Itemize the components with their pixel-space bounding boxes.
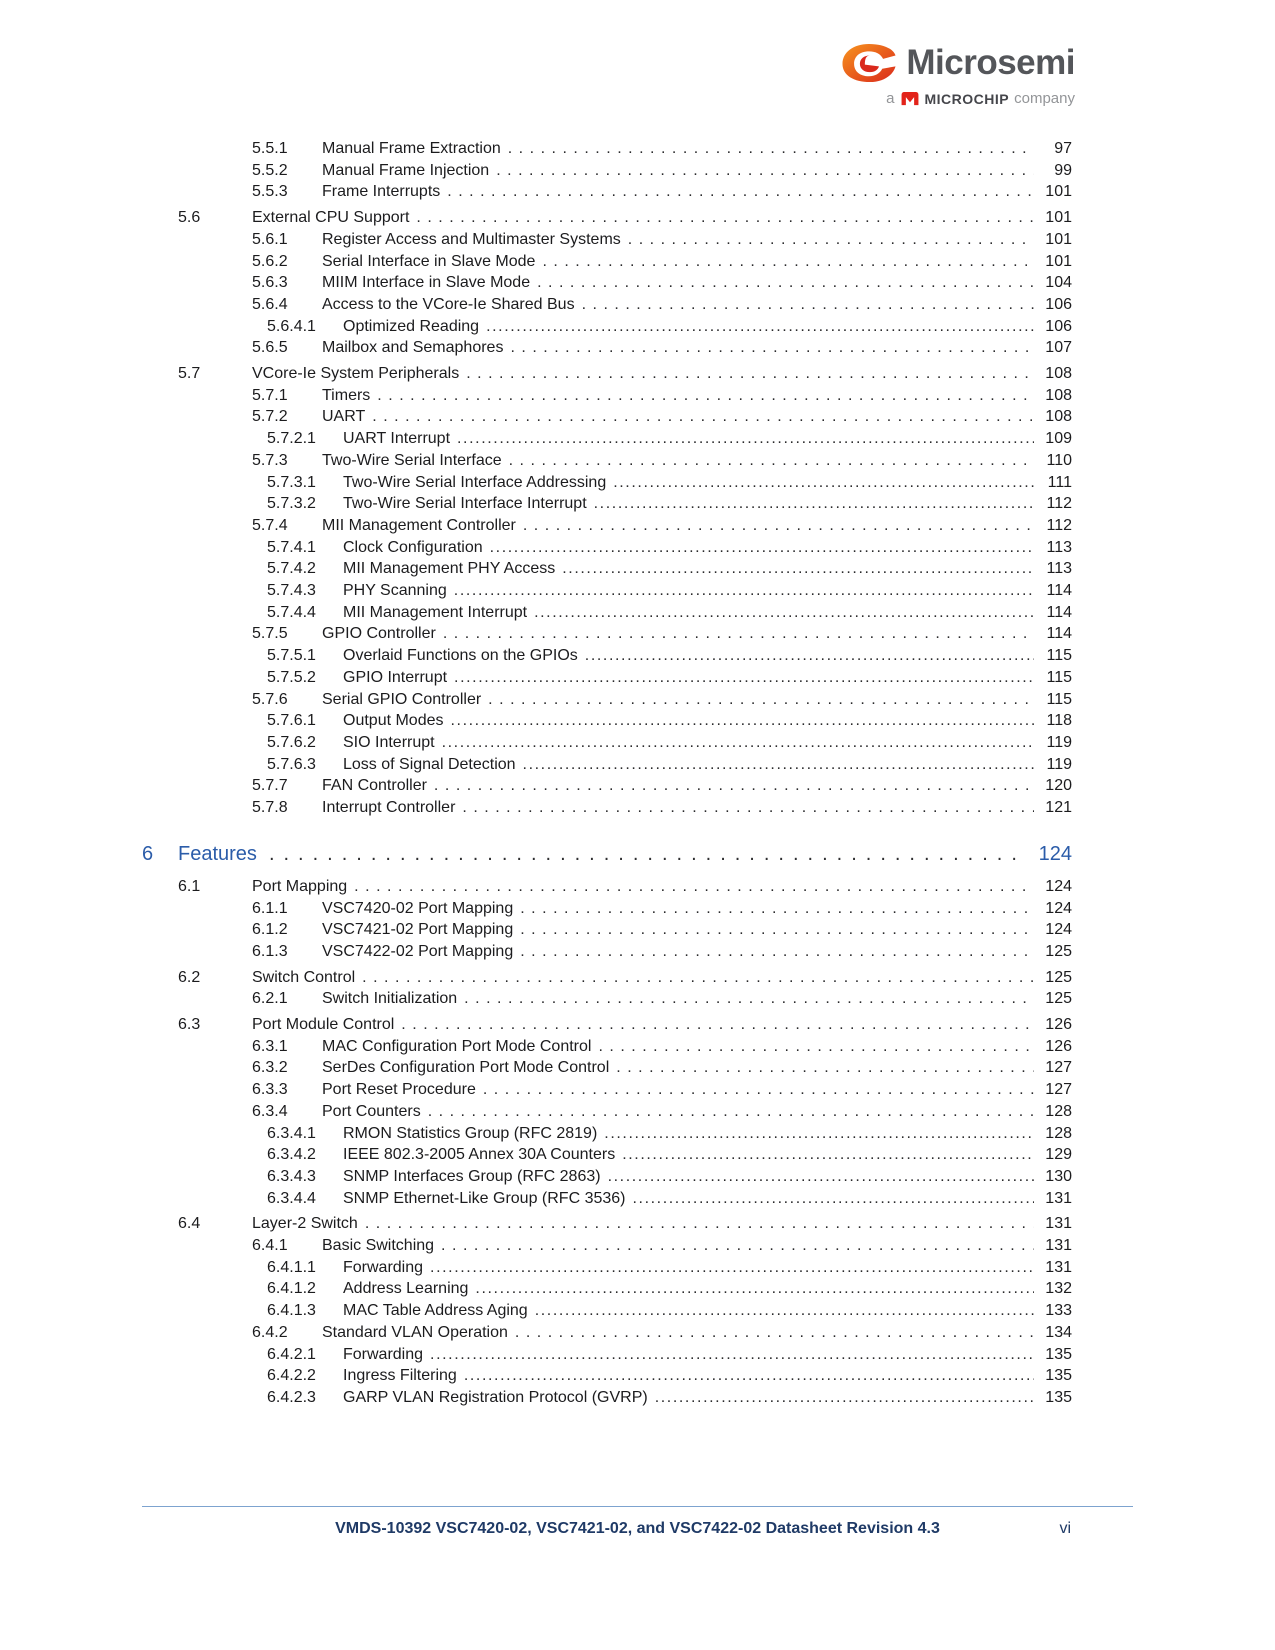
toc-entry[interactable] — [142, 1278, 1072, 1300]
toc-dot-leader — [416, 207, 1034, 229]
toc-entry-title: Port Counters — [322, 1102, 421, 1120]
toc-dot-leader — [434, 775, 1034, 797]
toc-entry-page: 135 — [1045, 1345, 1072, 1363]
toc-entry[interactable] — [142, 775, 1072, 797]
toc-entry-number: 6.4.1.2 — [267, 1280, 316, 1298]
toc-entry-title: GARP VLAN Registration Protocol (GVRP) — [343, 1388, 648, 1406]
toc-entry-number: 6.3.3 — [252, 1081, 288, 1099]
toc-entry[interactable] — [142, 515, 1072, 537]
toc-dot-leader — [362, 967, 1034, 989]
toc-entry[interactable] — [142, 988, 1072, 1010]
toc-entry-title: MII Management Interrupt — [343, 603, 528, 621]
toc-dot-leader — [428, 1101, 1034, 1123]
toc-entry-page: 124 — [1045, 877, 1072, 895]
toc-entry-page: 118 — [1046, 712, 1072, 730]
toc-entry[interactable] — [142, 732, 1072, 754]
toc-entry-title: VSC7422-02 Port Mapping — [322, 942, 514, 960]
toc-entry-title: RMON Statistics Group (RFC 2819) — [343, 1124, 598, 1142]
toc-entry[interactable] — [142, 898, 1072, 920]
toc-dot-leader — [622, 1144, 1034, 1166]
toc-entry[interactable] — [142, 1079, 1072, 1101]
toc-dot-leader — [523, 515, 1034, 537]
microsemi-logo — [840, 42, 1075, 84]
toc-dot-leader — [447, 181, 1034, 203]
toc-entry-page: 128 — [1045, 1124, 1072, 1142]
toc-entry-page: 131 — [1045, 1189, 1072, 1207]
toc-entry-title: Output Modes — [343, 712, 444, 730]
toc-entry-title: Address Learning — [343, 1280, 469, 1298]
toc-entry-page: 115 — [1046, 690, 1072, 708]
toc-entry-page: 126 — [1045, 1016, 1072, 1034]
toc-entry-number: 6.4.1.1 — [267, 1258, 316, 1276]
toc-entry-number: 6.1 — [178, 877, 201, 895]
toc-entry-title: Two-Wire Serial Interface — [322, 451, 502, 469]
toc-dot-leader — [377, 385, 1034, 407]
toc-entry-page: 127 — [1045, 1059, 1072, 1077]
toc-dot-leader — [613, 472, 1034, 494]
toc-entry-number: 6.1.2 — [252, 921, 288, 939]
toc-entry-page: 119 — [1046, 755, 1072, 773]
toc-entry[interactable] — [142, 160, 1072, 182]
toc-entry-page: 99 — [1054, 161, 1072, 179]
tagline-prefix: a — [886, 90, 895, 107]
toc-dot-leader — [454, 667, 1034, 689]
toc-entry-number: 5.7.3.1 — [267, 473, 316, 491]
toc-entry-title: MAC Configuration Port Mode Control — [322, 1037, 592, 1055]
toc-entry-page: 120 — [1045, 777, 1072, 795]
toc-entry-title: UART Interrupt — [343, 430, 451, 448]
toc-entry[interactable] — [142, 138, 1072, 160]
toc-entry[interactable] — [142, 294, 1072, 316]
toc-entry[interactable] — [142, 645, 1072, 667]
toc-dot-leader — [354, 876, 1034, 898]
toc-entry[interactable] — [142, 797, 1072, 819]
toc-entry-number: 6.4.2.3 — [267, 1388, 316, 1406]
toc-entry-number: 6.3.4.3 — [267, 1167, 316, 1185]
toc-dot-leader — [442, 732, 1034, 754]
toc-dot-leader — [608, 1166, 1034, 1188]
toc-entry[interactable] — [142, 1387, 1072, 1409]
toc-entry-number: 5.6.5 — [252, 339, 288, 357]
toc-entry-page: 125 — [1045, 990, 1072, 1008]
toc-entry[interactable] — [142, 967, 1072, 989]
toc-dot-leader — [269, 841, 1026, 867]
toc-entry-number: 5.7.5 — [252, 625, 288, 643]
toc-entry[interactable] — [142, 316, 1072, 338]
toc-dot-leader — [582, 294, 1034, 316]
toc-dot-leader — [443, 623, 1034, 645]
toc-entry-number: 5.7.1 — [252, 386, 288, 404]
toc-entry-title: Port Reset Procedure — [322, 1081, 476, 1099]
toc-entry[interactable] — [142, 337, 1072, 359]
toc-dot-leader — [365, 1213, 1034, 1235]
toc-dot-leader — [508, 138, 1034, 160]
toc-entry-number: 6.1.3 — [252, 942, 288, 960]
toc-entry-page: 124 — [1045, 921, 1072, 939]
toc-dot-leader — [462, 797, 1034, 819]
toc-entry-title: VSC7420-02 Port Mapping — [322, 899, 514, 917]
toc-entry-page: 106 — [1045, 317, 1072, 335]
toc-entry-title: Manual Frame Extraction — [322, 140, 501, 157]
toc-entry[interactable] — [142, 919, 1072, 941]
toc-entry-number: 5.5.2 — [252, 161, 288, 179]
toc-entry-page: 112 — [1046, 516, 1072, 534]
toc-entry-title: Manual Frame Injection — [322, 161, 490, 179]
toc-entry-number: 5.7.2 — [252, 408, 288, 426]
toc-dot-leader — [464, 988, 1034, 1010]
footer-page-number: vi — [1059, 1520, 1071, 1537]
toc-entry[interactable] — [142, 428, 1072, 450]
brand-name: Microsemi — [906, 43, 1075, 82]
toc-entry-title: Layer-2 Switch — [252, 1215, 358, 1233]
toc-entry-page: 119 — [1046, 733, 1072, 751]
toc-entry-title: Loss of Signal Detection — [343, 755, 516, 773]
toc-entry-title: UART — [322, 408, 366, 426]
toc-entry-number: 5.6 — [178, 209, 201, 227]
toc-entry-page: 121 — [1045, 799, 1072, 817]
toc-dot-leader — [490, 537, 1034, 559]
toc-dot-leader — [515, 1322, 1034, 1344]
toc-entry-title: Port Module Control — [252, 1016, 395, 1034]
toc-entry-page: 115 — [1046, 647, 1072, 665]
toc-entry-title: MII Management Controller — [322, 516, 516, 534]
toc-entry-page: 108 — [1045, 408, 1072, 426]
toc-entry-number: 5.7.7 — [252, 777, 288, 795]
toc-entry[interactable] — [142, 580, 1072, 602]
toc-entry-number: 6.4.2.1 — [267, 1345, 316, 1363]
toc-entry-title: Standard VLAN Operation — [322, 1323, 508, 1341]
toc-dot-leader — [430, 1344, 1034, 1366]
toc-entry[interactable] — [142, 1235, 1072, 1257]
toc-entry[interactable] — [142, 537, 1072, 559]
toc-entry-number: 5.7.5.1 — [267, 647, 316, 665]
toc-entry-title: Port Mapping — [252, 877, 348, 895]
toc-entry-title: SIO Interrupt — [343, 733, 435, 751]
toc-dot-leader — [632, 1188, 1034, 1210]
toc-entry[interactable] — [142, 1014, 1072, 1036]
toc-entry-title: Two-Wire Serial Interface Interrupt — [343, 495, 587, 513]
toc-entry-number: 6 — [142, 842, 154, 865]
toc-entry-title: Forwarding — [343, 1258, 424, 1276]
toc-entry-number: 5.5.3 — [252, 183, 288, 201]
toc-entry[interactable] — [142, 1166, 1072, 1188]
toc-dot-leader — [534, 602, 1034, 624]
toc-dot-leader — [604, 1123, 1034, 1145]
toc-entry-number: 6.3.1 — [252, 1037, 288, 1055]
toc-entry-title: SNMP Interfaces Group (RFC 2863) — [343, 1167, 601, 1185]
toc-entry-title: GPIO Controller — [322, 625, 436, 643]
toc-entry[interactable] — [142, 754, 1072, 776]
toc-entry-number: 6.3.4.1 — [267, 1124, 316, 1142]
toc-dot-leader — [372, 406, 1034, 428]
tagline-suffix: company — [1014, 90, 1075, 107]
toc-entry-page: 114 — [1046, 603, 1072, 621]
toc-entry-page: 124 — [1038, 842, 1072, 865]
toc-entry-title: Switch Control — [252, 968, 356, 986]
toc-entry-title: Access to the VCore-Ie Shared Bus — [322, 295, 575, 313]
toc-entry-page: 124 — [1045, 899, 1072, 917]
toc-entry-page: 114 — [1046, 582, 1072, 600]
toc-dot-leader — [496, 160, 1034, 182]
toc-entry-title: VCore-Ie System Peripherals — [252, 365, 460, 383]
toc-entry[interactable] — [142, 558, 1072, 580]
toc-entry-title: SNMP Ethernet-Like Group (RFC 3536) — [343, 1189, 626, 1207]
toc-entry-title: MIIM Interface in Slave Mode — [322, 274, 531, 292]
toc-entry-page: 114 — [1046, 625, 1072, 643]
toc-dot-leader — [457, 428, 1034, 450]
toc-entry[interactable] — [142, 181, 1072, 203]
footer-row — [142, 1520, 1133, 1538]
toc-entry-page: 131 — [1045, 1258, 1072, 1276]
toc-entry-number: 5.7.8 — [252, 799, 288, 817]
toc-entry-page: 131 — [1045, 1215, 1072, 1233]
table-of-contents — [142, 138, 1072, 1409]
toc-entry-page: 111 — [1047, 473, 1072, 491]
toc-dot-leader — [520, 919, 1034, 941]
toc-entry-title: Mailbox and Semaphores — [322, 339, 504, 357]
toc-entry-title: VSC7421-02 Port Mapping — [322, 921, 514, 939]
toc-entry-page: 110 — [1046, 451, 1072, 469]
toc-entry-page: 108 — [1045, 365, 1072, 383]
toc-entry-page: 112 — [1046, 495, 1072, 513]
toc-entry-page: 101 — [1045, 252, 1072, 270]
toc-entry-page: 127 — [1045, 1081, 1072, 1099]
toc-entry-number: 6.3 — [178, 1016, 201, 1034]
toc-dot-leader — [520, 898, 1034, 920]
toc-entry-page: 104 — [1045, 274, 1072, 292]
toc-entry-number: 5.7.2.1 — [267, 430, 316, 448]
toc-entry[interactable] — [142, 1344, 1072, 1366]
toc-entry-page: 132 — [1045, 1280, 1072, 1298]
toc-entry-title: Overlaid Functions on the GPIOs — [343, 647, 578, 665]
toc-entry-number: 5.7.6.2 — [267, 733, 316, 751]
toc-entry-number: 5.7.3.2 — [267, 495, 316, 513]
toc-entry-number: 5.7.4.4 — [267, 603, 316, 621]
toc-entry-title: Frame Interrupts — [322, 183, 441, 201]
toc-dot-leader — [466, 363, 1034, 385]
toc-dot-leader — [401, 1014, 1034, 1036]
toc-entry-number: 6.4.1 — [252, 1237, 288, 1255]
toc-dot-leader — [535, 1300, 1034, 1322]
toc-entry-number: 5.7 — [178, 365, 201, 383]
toc-entry-number: 5.5.1 — [252, 140, 288, 157]
toc-entry-page: 107 — [1045, 339, 1072, 357]
toc-entry-page: 128 — [1045, 1102, 1072, 1120]
toc-entry-title: Switch Initialization — [322, 990, 458, 1008]
toc-entry-page: 129 — [1045, 1146, 1072, 1164]
toc-entry-page: 115 — [1046, 668, 1072, 686]
toc-dot-leader — [628, 229, 1034, 251]
toc-entry-page: 109 — [1045, 430, 1072, 448]
toc-dot-leader — [598, 1036, 1034, 1058]
toc-entry[interactable] — [142, 450, 1072, 472]
toc-entry-page: 108 — [1045, 386, 1072, 404]
toc-entry-number: 6.3.2 — [252, 1059, 288, 1077]
toc-entry-title: PHY Scanning — [343, 582, 447, 600]
toc-entry-page: 133 — [1045, 1302, 1072, 1320]
toc-entry[interactable] — [142, 363, 1072, 385]
toc-entry[interactable] — [142, 472, 1072, 494]
microsemi-swirl-icon — [840, 42, 898, 84]
toc-dot-leader — [451, 710, 1035, 732]
toc-entry-title: External CPU Support — [252, 209, 410, 227]
toc-entry-number: 5.7.4 — [252, 516, 288, 534]
toc-entry-page: 126 — [1045, 1037, 1072, 1055]
toc-entry-number: 6.4.1.3 — [267, 1302, 316, 1320]
toc-entry-number: 5.6.3 — [252, 274, 288, 292]
toc-entry[interactable] — [142, 406, 1072, 428]
toc-entry-page: 130 — [1045, 1167, 1072, 1185]
toc-entry-title: Optimized Reading — [343, 317, 480, 335]
toc-entry-number: 6.1.1 — [252, 899, 288, 917]
toc-entry-page: 134 — [1045, 1323, 1072, 1341]
toc-entry-page: 113 — [1046, 560, 1072, 578]
toc-entry-number: 6.3.4.4 — [267, 1189, 316, 1207]
toc-entry-number: 5.7.6.1 — [267, 712, 316, 730]
toc-entry-title: GPIO Interrupt — [343, 668, 448, 686]
toc-dot-leader — [483, 1079, 1034, 1101]
toc-entry[interactable] — [142, 1188, 1072, 1210]
toc-dot-leader — [537, 272, 1034, 294]
toc-dot-leader — [488, 689, 1034, 711]
toc-entry-page: 101 — [1045, 230, 1072, 248]
toc-entry-number: 5.6.1 — [252, 230, 288, 248]
toc-entry[interactable] — [142, 1101, 1072, 1123]
toc-entry-title: Basic Switching — [322, 1237, 435, 1255]
toc-entry-title: Features — [178, 842, 257, 865]
tagline-brand: MICROCHIP — [924, 90, 1010, 107]
toc-entry[interactable] — [142, 667, 1072, 689]
toc-entry-number: 5.6.4.1 — [267, 317, 316, 335]
toc-entry-number: 5.6.4 — [252, 295, 288, 313]
toc-entry[interactable] — [142, 251, 1072, 273]
toc-entry-number: 5.7.6.3 — [267, 755, 316, 773]
toc-entry-page: 135 — [1045, 1388, 1072, 1406]
toc-entry[interactable] — [142, 710, 1072, 732]
toc-entry[interactable] — [142, 1144, 1072, 1166]
toc-dot-leader — [655, 1387, 1034, 1409]
toc-entry[interactable] — [142, 1365, 1072, 1387]
toc-entry[interactable] — [142, 1257, 1072, 1279]
toc-entry-number: 6.3.4 — [252, 1102, 288, 1120]
toc-entry-title: Interrupt Controller — [322, 799, 456, 817]
toc-entry-number: 5.6.2 — [252, 252, 288, 270]
toc-entry[interactable] — [142, 207, 1072, 229]
toc-entry[interactable] — [142, 602, 1072, 624]
toc-entry-number: 6.4 — [178, 1215, 201, 1233]
toc-entry-page: 106 — [1045, 295, 1072, 313]
toc-entry-page: 131 — [1045, 1237, 1072, 1255]
toc-dot-leader — [430, 1257, 1034, 1279]
toc-entry-title: Serial GPIO Controller — [322, 690, 482, 708]
toc-dot-leader — [520, 941, 1034, 963]
toc-entry-title: Timers — [322, 386, 371, 404]
toc-entry-title: MAC Table Address Aging — [343, 1302, 528, 1320]
toc-entry-page: 125 — [1045, 942, 1072, 960]
toc-entry-number: 6.2 — [178, 968, 201, 986]
microchip-tagline — [886, 90, 1075, 107]
toc-entry-title: Ingress Filtering — [343, 1367, 457, 1385]
toc-dot-leader — [542, 251, 1034, 273]
toc-entry[interactable] — [142, 385, 1072, 407]
toc-entry[interactable] — [142, 272, 1072, 294]
toc-entry-page: 113 — [1046, 538, 1072, 556]
toc-entry-number: 6.2.1 — [252, 990, 288, 1008]
toc-dot-leader — [441, 1235, 1034, 1257]
toc-entry-title: Register Access and Multimaster Systems — [322, 230, 621, 248]
toc-entry[interactable] — [142, 689, 1072, 711]
toc-entry-title: IEEE 802.3-2005 Annex 30A Counters — [343, 1146, 616, 1164]
toc-entry[interactable] — [142, 1057, 1072, 1079]
toc-dot-leader — [509, 450, 1034, 472]
toc-entry-number: 5.7.4.3 — [267, 582, 316, 600]
toc-entry-page: 135 — [1045, 1367, 1072, 1385]
toc-chapter-entry[interactable] — [142, 841, 1072, 867]
toc-entry-number: 6.4.2 — [252, 1323, 288, 1341]
toc-entry-number: 5.7.6 — [252, 690, 288, 708]
toc-entry-number: 5.7.4.1 — [267, 538, 316, 556]
toc-dot-leader — [464, 1365, 1034, 1387]
toc-entry-number: 6.3.4.2 — [267, 1146, 316, 1164]
toc-dot-leader — [475, 1278, 1034, 1300]
toc-entry[interactable] — [142, 1300, 1072, 1322]
toc-entry-number: 5.7.5.2 — [267, 668, 316, 686]
toc-entry-title: Serial Interface in Slave Mode — [322, 252, 536, 270]
toc-entry[interactable] — [142, 1123, 1072, 1145]
toc-entry[interactable] — [142, 1322, 1072, 1344]
toc-entry[interactable] — [142, 623, 1072, 645]
toc-dot-leader — [562, 558, 1034, 580]
toc-entry-page: 97 — [1054, 140, 1072, 157]
footer-document-title: VMDS-10392 VSC7420-02, VSC7421-02, and VSC7422-02 Datasheet Revision 4.3 — [335, 1520, 940, 1537]
page-footer — [142, 1506, 1133, 1538]
toc-dot-leader — [594, 493, 1034, 515]
toc-dot-leader — [454, 580, 1034, 602]
toc-dot-leader — [585, 645, 1034, 667]
toc-entry[interactable] — [142, 229, 1072, 251]
toc-entry-title: FAN Controller — [322, 777, 427, 795]
toc-entry[interactable] — [142, 876, 1072, 898]
toc-entry-number: 5.7.4.2 — [267, 560, 316, 578]
toc-dot-leader — [523, 754, 1034, 776]
toc-entry-title: MII Management PHY Access — [343, 560, 556, 578]
toc-entry-title: Clock Configuration — [343, 538, 483, 556]
toc-dot-leader — [510, 337, 1034, 359]
footer-divider — [142, 1506, 1133, 1507]
toc-entry-title: Two-Wire Serial Interface Addressing — [343, 473, 607, 491]
toc-entry[interactable] — [142, 493, 1072, 515]
toc-dot-leader — [486, 316, 1034, 338]
toc-entry[interactable] — [142, 941, 1072, 963]
toc-entry-number: 6.4.2.2 — [267, 1367, 316, 1385]
microchip-logo-icon — [900, 91, 920, 106]
toc-entry-page: 101 — [1045, 183, 1072, 201]
logo-block — [840, 42, 1075, 107]
toc-entry-title: Forwarding — [343, 1345, 424, 1363]
toc-entry-page: 101 — [1045, 209, 1072, 227]
toc-entry-number: 5.7.3 — [252, 451, 288, 469]
toc-entry[interactable] — [142, 1213, 1072, 1235]
toc-entry-title: SerDes Configuration Port Mode Control — [322, 1059, 610, 1077]
toc-entry-page: 125 — [1045, 968, 1072, 986]
toc-dot-leader — [616, 1057, 1034, 1079]
toc-entry[interactable] — [142, 1036, 1072, 1058]
